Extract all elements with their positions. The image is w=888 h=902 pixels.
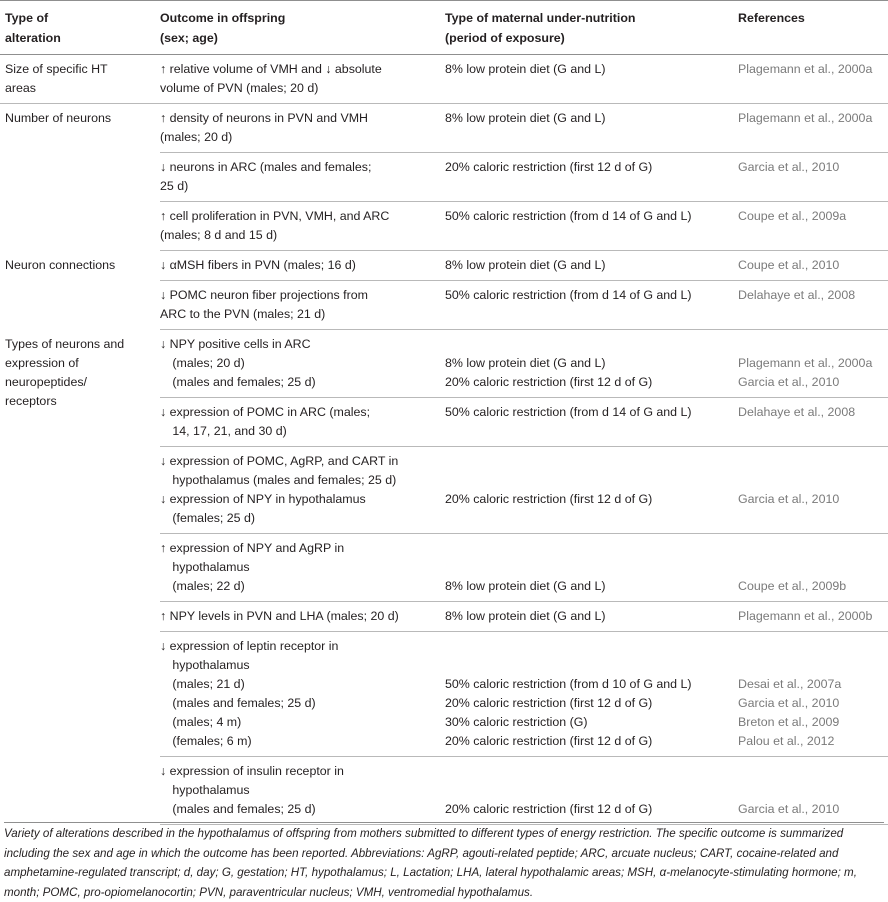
alteration-cell	[0, 251, 160, 330]
outcome-line: (males and females; 25 d)	[160, 375, 316, 389]
outcome-cell	[160, 757, 445, 825]
outcome-cell	[160, 330, 445, 398]
alteration-line: Types of neurons and	[5, 336, 125, 351]
alteration-line: Neuron connections	[5, 257, 116, 272]
outcome-line: ↑ expression of NPY and AgRP in	[160, 541, 345, 555]
outcome-line: ARC to the PVN (males; 21 d)	[160, 307, 326, 321]
reference-line	[738, 762, 888, 781]
reference-cell	[738, 104, 888, 153]
nutrition-line	[445, 762, 738, 781]
alteration-line: Number of neurons	[5, 111, 112, 125]
outcome-line: 25 d)	[160, 179, 189, 193]
reference-line: Garcia et al., 2010	[738, 375, 840, 389]
alteration-cell	[0, 330, 160, 825]
reference-line: Plagemann et al., 2000a	[738, 62, 873, 76]
nutrition-line	[445, 539, 738, 558]
alteration-line: Size of specific HT	[5, 62, 108, 76]
outcome-line: hypothalamus	[160, 783, 250, 797]
nutrition-line: 20% caloric restriction (first 12 d of G)	[445, 375, 653, 389]
nutrition-line: 50% caloric restriction (from d 14 of G and L)	[445, 288, 692, 302]
nutrition-line: 50% caloric restriction (from d 10 of G and L)	[445, 677, 692, 691]
outcome-cell	[160, 632, 445, 757]
table-caption: Variety of alterations described in the hypothalamus of offspring from mothers submitted to different types of energy restriction. The specific outcome is summarized including the sex and age in which the outcome has been reported. Abbreviations: AgRP, agouti-related peptide; ARC, arcuate nucleus; CART, cocaine-related and amphetamine-regulated transcript; d, day; G, gestation; HT, hypothalamus; L, Lactation; LHA, lateral hypothalamic areas; MSH, α-melanocyte-stimulating hormone; m, month; POMC, pro-opiomelanocortin; PVN, paraventricular nucleus; VMH, ventromedial hypothalamus.	[4, 822, 884, 902]
outcome-line: hypothalamus	[160, 560, 250, 574]
nutrition-line	[445, 637, 738, 656]
nutrition-line: 8% low protein diet (G and L)	[445, 62, 606, 76]
header-nutrition: Type of maternal under-nutrition (period of exposure)	[445, 1, 738, 55]
outcome-line: (males and females; 25 d)	[160, 802, 316, 816]
reference-cell	[738, 55, 888, 104]
outcome-cell	[160, 104, 445, 153]
reference-line	[738, 335, 888, 354]
nutrition-cell	[445, 398, 738, 447]
outcome-cell	[160, 447, 445, 534]
reference-line	[738, 558, 888, 577]
outcome-line: (males; 4 m)	[160, 715, 242, 729]
outcome-cell	[160, 153, 445, 202]
nutrition-line	[445, 452, 738, 471]
outcome-cell	[160, 202, 445, 251]
table-header	[0, 1, 888, 55]
outcome-line: (males; 21 d)	[160, 677, 245, 691]
reference-line: Delahaye et al., 2008	[738, 405, 856, 419]
nutrition-line: 8% low protein diet (G and L)	[445, 258, 606, 272]
nutrition-line	[445, 656, 738, 675]
nutrition-cell	[445, 632, 738, 757]
nutrition-line	[445, 335, 738, 354]
nutrition-line: 8% low protein diet (G and L)	[445, 609, 606, 623]
reference-line: Garcia et al., 2010	[738, 802, 840, 816]
reference-line	[738, 781, 888, 800]
reference-line	[738, 471, 888, 490]
outcome-cell	[160, 534, 445, 602]
reference-cell	[738, 251, 888, 281]
reference-cell	[738, 447, 888, 534]
nutrition-line	[445, 471, 738, 490]
alteration-line: receptors	[5, 393, 57, 408]
table-row	[0, 330, 888, 398]
outcome-line: (females; 25 d)	[160, 511, 256, 525]
reference-line: Plagemann et al., 2000b	[738, 609, 873, 623]
table-body	[0, 55, 888, 825]
nutrition-cell	[445, 534, 738, 602]
outcome-line: ↓ NPY positive cells in ARC	[160, 337, 311, 351]
nutrition-cell	[445, 153, 738, 202]
outcome-line: (males and females; 25 d)	[160, 696, 316, 710]
reference-line: Coupe et al., 2010	[738, 258, 840, 272]
header-alteration: Type of alteration	[0, 1, 160, 55]
outcome-line: ↓ expression of insulin receptor in	[160, 764, 344, 778]
alteration-cell	[0, 55, 160, 104]
nutrition-line: 20% caloric restriction (first 12 d of G)	[445, 734, 653, 748]
outcome-cell	[160, 398, 445, 447]
nutrition-line	[445, 558, 738, 577]
nutrition-line	[445, 509, 738, 528]
outcome-line: hypothalamus	[160, 658, 250, 672]
nutrition-cell	[445, 281, 738, 330]
header-outcome: Outcome in offspring (sex; age)	[160, 1, 445, 55]
reference-cell	[738, 534, 888, 602]
reference-line: Coupe et al., 2009b	[738, 579, 847, 593]
reference-cell	[738, 153, 888, 202]
outcome-cell	[160, 55, 445, 104]
outcome-cell	[160, 281, 445, 330]
reference-line: Delahaye et al., 2008	[738, 288, 856, 302]
reference-line: Plagemann et al., 2000a	[738, 111, 873, 125]
outcome-line: (males; 8 d and 15 d)	[160, 228, 278, 242]
header-references: References	[738, 1, 888, 55]
outcome-line: volume of PVN (males; 20 d)	[160, 81, 319, 95]
reference-line: Breton et al., 2009	[738, 715, 840, 729]
outcome-line: (males; 20 d)	[160, 356, 245, 370]
table-row	[0, 55, 888, 104]
reference-line: Desai et al., 2007a	[738, 677, 842, 691]
reference-line	[738, 637, 888, 656]
outcome-line: ↑ NPY levels in PVN and LHA (males; 20 d)	[160, 609, 399, 623]
nutrition-line: 8% low protein diet (G and L)	[445, 579, 606, 593]
nutrition-line: 20% caloric restriction (first 12 d of G)	[445, 160, 653, 174]
outcome-cell	[160, 602, 445, 632]
reference-cell	[738, 202, 888, 251]
outcome-line: ↑ relative volume of VMH and ↓ absolute	[160, 62, 382, 76]
outcome-line: ↓ expression of POMC in ARC (males;	[160, 405, 371, 419]
outcome-line: (males; 20 d)	[160, 130, 233, 144]
outcome-line: ↓ neurons in ARC (males and females;	[160, 160, 372, 174]
outcome-line: ↓ POMC neuron fiber projections from	[160, 288, 368, 302]
alteration-line: expression of	[5, 355, 79, 370]
outcome-line: ↓ αMSH fibers in PVN (males; 16 d)	[160, 258, 356, 272]
outcome-line: hypothalamus (males and females; 25 d)	[160, 473, 397, 487]
outcome-line: ↓ expression of leptin receptor in	[160, 639, 339, 653]
alteration-line: areas	[5, 81, 36, 95]
reference-cell	[738, 757, 888, 825]
nutrition-line: 50% caloric restriction (from d 14 of G and L)	[445, 209, 692, 223]
outcome-line: ↓ expression of POMC, AgRP, and CART in	[160, 454, 399, 468]
reference-cell	[738, 398, 888, 447]
outcome-line: 14, 17, 21, and 30 d)	[160, 424, 287, 438]
nutrition-cell	[445, 330, 738, 398]
outcome-cell	[160, 251, 445, 281]
table-row	[0, 104, 888, 153]
nutrition-cell	[445, 602, 738, 632]
reference-line	[738, 656, 888, 675]
reference-line	[738, 509, 888, 528]
nutrition-line: 20% caloric restriction (first 12 d of G)	[445, 492, 653, 506]
nutrition-line	[445, 781, 738, 800]
table-row	[0, 251, 888, 281]
nutrition-cell	[445, 447, 738, 534]
outcome-line: (females; 6 m)	[160, 734, 252, 748]
nutrition-line: 8% low protein diet (G and L)	[445, 111, 606, 125]
reference-line: Garcia et al., 2010	[738, 696, 840, 710]
reference-line	[738, 539, 888, 558]
alteration-line: neuropeptides/	[5, 374, 87, 389]
reference-line: Palou et al., 2012	[738, 734, 835, 748]
nutrition-cell	[445, 757, 738, 825]
nutrition-line: 20% caloric restriction (first 12 d of G)	[445, 802, 653, 816]
reference-line: Plagemann et al., 2000a	[738, 356, 873, 370]
nutrition-line: 20% caloric restriction (first 12 d of G)	[445, 696, 653, 710]
reference-cell	[738, 281, 888, 330]
reference-cell	[738, 330, 888, 398]
nutrition-line: 8% low protein diet (G and L)	[445, 356, 606, 370]
reference-line	[738, 452, 888, 471]
reference-line: Garcia et al., 2010	[738, 492, 840, 506]
outcome-line: ↓ expression of NPY in hypothalamus	[160, 492, 366, 506]
nutrition-cell	[445, 251, 738, 281]
outcome-line: ↑ density of neurons in PVN and VMH	[160, 111, 368, 125]
nutrition-line: 30% caloric restriction (G)	[445, 715, 588, 729]
nutrition-cell	[445, 55, 738, 104]
nutrition-cell	[445, 104, 738, 153]
outcome-line: (males; 22 d)	[160, 579, 245, 593]
nutrition-cell	[445, 202, 738, 251]
nutrition-line: 50% caloric restriction (from d 14 of G and L)	[445, 405, 692, 419]
reference-cell	[738, 632, 888, 757]
reference-line: Garcia et al., 2010	[738, 160, 840, 174]
reference-line: Coupe et al., 2009a	[738, 209, 847, 223]
outcome-line: ↑ cell proliferation in PVN, VMH, and ARC	[160, 209, 390, 223]
reference-cell	[738, 602, 888, 632]
alteration-cell	[0, 104, 160, 251]
